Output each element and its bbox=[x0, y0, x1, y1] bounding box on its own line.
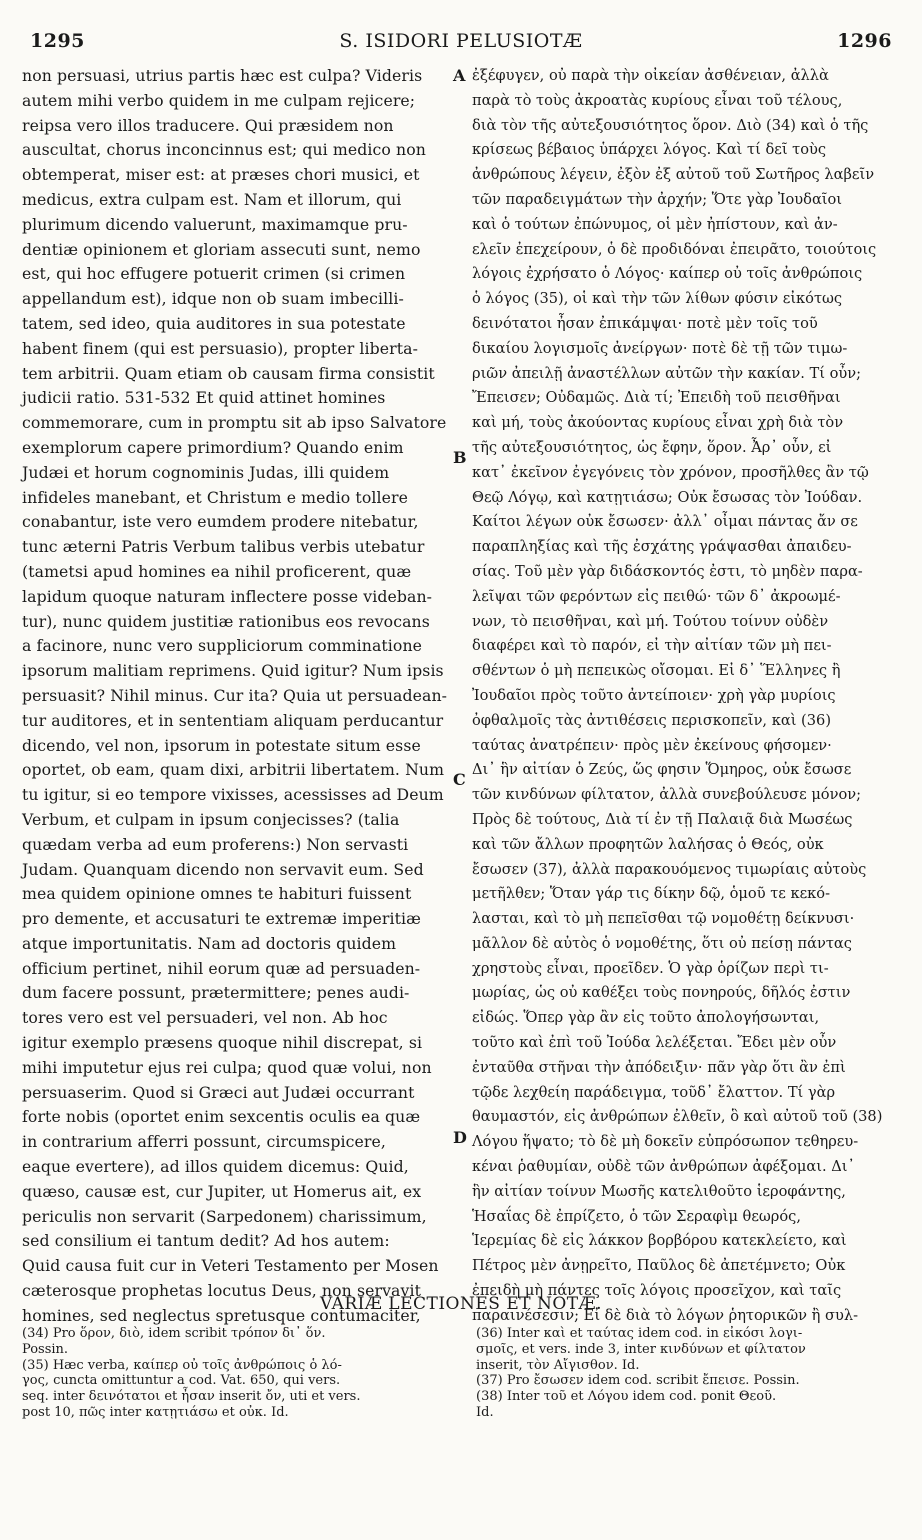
greek-text-line: Δι᾽ ἣν αἰτίαν ὁ Ζεύς, ὥς φησιν Ὅμηρος, οὐκ ἔσωσε bbox=[472, 761, 852, 779]
greek-text-line: καὶ μή, τοὺς ἀκούοντας κυρίους εἶναι χρὴ διὰ τὸν bbox=[472, 414, 844, 432]
latin-text-line: igitur exemplo præsens quoque nihil discrepat, si bbox=[22, 1033, 423, 1053]
margin-letter-c: C bbox=[453, 770, 466, 789]
greek-text-line: καὶ τῶν ἄλλων προφητῶν λαλήσας ὁ Θεός, οὐκ bbox=[472, 835, 824, 853]
latin-text-line: a facinore, nunc vero suppliciorum comminatione bbox=[22, 636, 423, 656]
latin-text-line: obtemperat, miser est: at præses chori musici, et bbox=[22, 165, 420, 185]
latin-text-line: persuasit? Nihil minus. Cur ita? Quia ut persuadean- bbox=[22, 685, 448, 705]
greek-text-line: ὀφθαλμοῖς τὰς ἀντιθέσεις περισκοπεῖν, καὶ (36) bbox=[472, 711, 832, 729]
latin-text-line: eaque evertere), ad illos quidem dicemus: Quid, bbox=[22, 1157, 409, 1177]
latin-text-column bbox=[22, 64, 456, 1325]
latin-text-line: tem arbitrii. Quam etiam ob causam firma consistit bbox=[22, 363, 435, 383]
latin-text-line: pro demente, et accusaturi te extremæ imperitiæ bbox=[22, 909, 421, 929]
greek-text-line: Θεῷ Λόγῳ, καὶ κατῃτιάσω; Οὐκ ἔσωσας τὸν Ἰούδαν. bbox=[472, 488, 863, 506]
greek-text-line: τῆς αὐτεξουσιότητος, ὡς ἔφην, ὅρον. Ἆρ᾽ οὖν, εἰ bbox=[472, 438, 832, 456]
greek-text-line: παραπληξίας καὶ τῆς ἐσχάτης γράψασθαι ἀπαιδευ- bbox=[472, 538, 852, 556]
greek-text-line: Πέτρος μὲν ἀνῃρεῖτο, Παῦλος δὲ ἀπετέμνετο; Οὐκ bbox=[472, 1257, 846, 1275]
note-line: (35) Hæc verba, καίπερ οὐ τοῖς ἀνθρώποις ὁ λό- bbox=[22, 1357, 342, 1373]
greek-text-line: εἰδώς. Ὅπερ γὰρ ἂν εἰς τοῦτο ἀπολογήσωνται, bbox=[472, 1009, 820, 1027]
note-line: (36) Inter καὶ et ταύτας idem cod. in εἰκόσι λογι- bbox=[476, 1326, 803, 1341]
latin-text-line: quædam verba ad eum proferens:) Non servasti bbox=[22, 834, 409, 854]
latin-text-line: mihi imputetur ejus rei culpa; quod quæ volui, non bbox=[22, 1057, 432, 1077]
note-line: seq. inter δεινότατοι et ἦσαν inserit ὄν, uti et vers. bbox=[22, 1389, 361, 1405]
greek-text-line: Πρὸς δὲ τούτους, Διὰ τί ἐν τῇ Παλαιᾷ διὰ Μωσέως bbox=[472, 810, 853, 828]
latin-text-line: tatem, sed ideo, quia auditores in sua potestate bbox=[22, 313, 406, 333]
latin-text-line: plurimum dicendo valuerunt, maximamque pru- bbox=[22, 214, 408, 234]
latin-text-line: infideles manebant, et Christum e medio tollere bbox=[22, 487, 408, 507]
note-line: post 10, πῶς inter κατῃτιάσω et οὐκ. Id. bbox=[22, 1404, 289, 1420]
latin-text-line: forte nobis (oportet enim sexcentis oculis ea quæ bbox=[22, 1107, 421, 1127]
margin-letter-d: D bbox=[453, 1128, 467, 1147]
latin-text-line: non persuasi, utrius partis hæc est culpa? Videris bbox=[22, 66, 423, 85]
note-line: (38) Inter τοῦ et Λόγου idem cod. ponit Θεοῦ. bbox=[476, 1389, 777, 1405]
greek-text-line: κέναι ῥαθυμίαν, οὐδὲ τῶν ἀνθρώπων ἀφέξομαι. Δι᾽ bbox=[472, 1158, 855, 1176]
greek-text-line: ὁ λόγος (35), οἱ καὶ τὴν τῶν λίθων φύσιν εἰκότως bbox=[472, 290, 843, 308]
greek-text-column bbox=[472, 64, 904, 1324]
latin-text-line: commemorare, cum in promptu sit ab ipso Salvatore bbox=[22, 413, 447, 433]
latin-text-line: medicus, extra culpam est. Nam et illorum, qui bbox=[22, 189, 402, 209]
page-number-left: 1295 bbox=[30, 30, 85, 52]
latin-text-line: (tametsi apud homines ea nihil proficerent, quæ bbox=[22, 561, 412, 581]
latin-text-line: oportet, ob eam, quam dixi, arbitrii libertatem. Num bbox=[22, 760, 445, 780]
greek-text-line: τοῦτο καὶ ἐπὶ τοῦ Ἰούδα λελέξεται. Ἔδει μὲν οὖν bbox=[472, 1034, 837, 1052]
greek-text-line: ἀνθρώπους λέγειν, ἐξὸν ἐξ αὐτοῦ τοῦ Σωτῆρος λαβεῖν bbox=[472, 166, 875, 184]
latin-text-line: quæso, causæ est, cur Jupiter, ut Homerus ait, ex bbox=[22, 1181, 422, 1201]
greek-text-line: λεῖψαι τῶν φερόντων εἰς πειθώ· τῶν δ᾽ ἀκροωμέ- bbox=[472, 587, 841, 605]
latin-text-line: persuaserim. Quod si Græci aut Judæi occurrant bbox=[22, 1082, 415, 1102]
latin-text-line: sed consilium ei tantum dedit? Ad hos autem: bbox=[22, 1231, 390, 1251]
note-line: σμοῖς, et vers. inde 3, inter κινδύνων et φίλτατον bbox=[476, 1341, 806, 1357]
latin-text-line: cæterosque prophetas locutus Deus, non servavit bbox=[22, 1281, 421, 1301]
latin-text-line: tores vero est vel persuaderi, vel non. Ab hoc bbox=[22, 1008, 388, 1028]
greek-text-line: μωρίας, ὡς οὐ καθέξει τοὺς πονηρούς, δῆλός ἐστιν bbox=[472, 984, 851, 1002]
greek-text-line: μᾶλλον δὲ αὐτὸς ὁ νομοθέτης, ὅτι οὐ πείσῃ πάντας bbox=[472, 934, 852, 952]
greek-text-line: ἔσωσεν (37), ἀλλὰ παρακουόμενος τιμωρίαις αὐτοὺς bbox=[472, 860, 867, 878]
note-line: Possin. bbox=[22, 1341, 69, 1357]
latin-text-line: periculis non servarit (Sarpedonem) charissimum, bbox=[22, 1206, 427, 1226]
latin-text-line: ipsorum malitiam reprimens. Quid igitur? Num ipsis bbox=[22, 661, 444, 681]
page-header bbox=[0, 30, 922, 58]
greek-text-line: Ἔπεισεν; Οὐδαμῶς. Διὰ τί; Ἐπειδὴ τοῦ πεισθῆναι bbox=[472, 389, 841, 407]
latin-text-line: mea quidem opinione omnes te habituri fuissent bbox=[22, 884, 412, 904]
latin-text-line: tur), nunc quidem justitiæ rationibus eos revocans bbox=[22, 611, 430, 631]
latin-text-line: dicendo, vel non, ipsorum in potestate situm esse bbox=[22, 735, 421, 755]
greek-text-line: νων, τὸ πεισθῆναι, καὶ μή. Τούτου τοίνυν οὐδὲν bbox=[472, 612, 829, 630]
latin-text-line: atque importunitatis. Nam ad doctoris quidem bbox=[22, 933, 397, 953]
note-line: Id. bbox=[476, 1404, 494, 1420]
latin-text-line: dentiæ opinionem et gloriam assecuti sunt, nemo bbox=[22, 239, 421, 259]
latin-text-line: reipsa vero illos traducere. Qui præsidem non bbox=[22, 115, 394, 135]
greek-text-line: θαυμαστόν, εἰς ἀνθρώπων ἐλθεῖν, ὃ καὶ αὐτοῦ τοῦ (38) bbox=[472, 1108, 883, 1126]
greek-text-line: λασται, καὶ τὸ μὴ πεπεῖσθαι τῷ νομοθέτῃ δείκνυσι· bbox=[472, 910, 855, 928]
greek-text-line: ελεῖν ἐπεχείρουν, ὁ δὲ προδιδόναι ἐπειρᾶτο, τοιούτοις bbox=[472, 240, 877, 258]
latin-text-line: Quid causa fuit cur in Veteri Testamento per Mosen bbox=[22, 1256, 439, 1276]
latin-text-line: conabantur, iste vero eumdem prodere nitebatur, bbox=[22, 512, 419, 532]
latin-text-line: est, qui hoc effugere potuerit crimen (si crimen bbox=[22, 264, 406, 284]
greek-text-line: καὶ ὁ τούτων ἐπώνυμος, οἱ μὲν ἠπίστουν, καὶ ἀν- bbox=[472, 215, 838, 233]
greek-text-line: Καίτοι λέγων οὐκ ἔσωσεν· ἀλλ᾽ οἶμαι πάντας ἄν σε bbox=[472, 513, 858, 531]
greek-text-line: κατ᾽ ἐκεῖνον ἐγεγόνεις τὸν χρόνον, προσῆλθες ἂν τῷ bbox=[472, 463, 869, 481]
greek-text-line: παραινέσεσιν; Εἰ δὲ διὰ τὸ λόγων ῥητορικῶν ἢ συλ- bbox=[472, 1306, 859, 1324]
latin-text-line: autem mihi verbo quidem in me culpam rejicere; bbox=[22, 90, 416, 110]
greek-text-line: διὰ τὸν τῆς αὐτεξουσιότητος ὅρον. Διὸ (34) καὶ ὁ τῆς bbox=[472, 116, 869, 134]
latin-text-line: judicii ratio. 531-532 Et quid attinet homines bbox=[22, 388, 386, 408]
notes-left-column bbox=[22, 1326, 462, 1421]
margin-letter-a: A bbox=[453, 66, 466, 85]
latin-text-line: auscultat, chorus inconcinnus est; qui medico non bbox=[22, 140, 426, 160]
greek-text-line: ἣν αἰτίαν τοίνυν Μωσῆς κατελιθοῦτο ἱεροφάντης, bbox=[472, 1182, 846, 1200]
latin-text-line: Judæi et horum cognominis Judas, illi quidem bbox=[22, 462, 390, 482]
latin-text-line: Verbum, et culpam in ipsum conjecisses? (talia bbox=[22, 809, 400, 829]
latin-text-line: homines, sed neglectus spretusque contumaciter, bbox=[22, 1305, 421, 1325]
greek-text-line: σθέντων ὁ μὴ πεπεικὼς οἴσομαι. Εἰ δ᾽ Ἕλληνες ἢ bbox=[472, 662, 841, 680]
greek-text-line: ταύτας ἀνατρέπειν· πρὸς μὲν ἐκείνους φήσομεν· bbox=[472, 736, 832, 754]
margin-letter-b: B bbox=[453, 448, 467, 467]
greek-text-line: Ἡσαΐας δὲ ἐπρίζετο, ὁ τῶν Σεραφὶμ θεωρός, bbox=[472, 1207, 801, 1225]
latin-text-line: habent finem (qui est persuasio), propter liberta- bbox=[22, 338, 418, 358]
greek-text-line: δεινότατοι ἦσαν ἐπικάμψαι· ποτὲ μὲν τοῖς τοῦ bbox=[472, 314, 818, 332]
greek-text-line: Λόγου ἥψατο; τὸ δὲ μὴ δοκεῖν εὐπρόσωπον τεθηρευ- bbox=[472, 1133, 859, 1151]
latin-text-line: appellandum est), idque non ob suam imbecilli- bbox=[22, 289, 404, 309]
notes-right-column bbox=[476, 1326, 906, 1421]
greek-text-line: τῶν παραδειγμάτων τὴν ἀρχήν; Ὅτε γὰρ Ἰουδαῖοι bbox=[472, 190, 843, 208]
latin-text-line: tu igitur, si eo tempore vixisses, acessisses ad Deum bbox=[22, 785, 444, 805]
greek-text-line: ἐξέφυγεν, οὐ παρὰ τὴν οἰκείαν ἀσθένειαν, ἀλλὰ bbox=[472, 67, 829, 84]
latin-text-line: in contrarium afferri possunt, circumspicere, bbox=[22, 1132, 386, 1152]
greek-text-line: ἐνταῦθα στῆναι τὴν ἀπόδειξιν· πᾶν γὰρ ὅτι ἂν ἐπὶ bbox=[472, 1058, 846, 1076]
latin-text-line: lapidum quoque naturam inflectere posse videban- bbox=[22, 586, 433, 606]
latin-text-line: officium pertinet, nihil eorum quæ ad persuaden- bbox=[22, 958, 421, 978]
greek-text-line: Ἱερεμίας δὲ εἰς λάκκον βορβόρου κατεκλείετο, καὶ bbox=[472, 1232, 847, 1250]
greek-text-line: ἐπειδὴ μὴ πάντες τοῖς λόγοις προσεῖχον, καὶ ταῖς bbox=[472, 1282, 842, 1300]
greek-text-line: σίας. Τοῦ μὲν γὰρ διδάσκοντός ἐστι, τὸ μηδὲν παρα- bbox=[472, 562, 863, 580]
note-line: inserit, τὸν Αἴγισθον. Id. bbox=[476, 1357, 640, 1373]
greek-text-line: λόγοις ἐχρήσατο ὁ Λόγος· καίπερ οὐ τοῖς ἀνθρώποις bbox=[472, 265, 863, 283]
greek-text-line: μετῆλθεν; Ὅταν γάρ τις δίκην δῷ, ὁμοῦ τε κεκό- bbox=[472, 885, 831, 903]
latin-text-line: Judam. Quanquam dicendo non servavit eum. Sed bbox=[22, 859, 424, 879]
greek-text-line: ριῶν ἀπειλῇ ἀναστέλλων αὐτῶν τὴν κακίαν. Τί οὖν; bbox=[472, 364, 862, 382]
latin-text-line: dum facere possunt, prætermittere; penes audi- bbox=[22, 983, 410, 1003]
page-number-right: 1296 bbox=[837, 30, 892, 52]
greek-text-line: παρὰ τὸ τοὺς ἀκροατὰς κυρίους εἶναι τοῦ τέλους, bbox=[472, 91, 843, 109]
notes-title: VARIÆ LECTIONES ET NOTÆ. bbox=[319, 1294, 603, 1314]
greek-text-line: κρίσεως βέβαιος ὑπάρχει λόγος. Καὶ τί δεῖ τοὺς bbox=[472, 141, 827, 159]
note-line: (37) Pro ἔσωσεν idem cod. scribit ἔπεισε. Possin. bbox=[476, 1373, 800, 1389]
running-title: S. ISIDORI PELUSIOTÆ bbox=[339, 30, 583, 52]
latin-text-line: exemplorum capere primordium? Quando enim bbox=[22, 437, 404, 457]
latin-text-line: tur auditores, et in sententiam aliquam perducantur bbox=[22, 710, 444, 730]
greek-text-line: τῷδε λεχθείη παράδειγμα, τοῦδ᾽ ἔλαττον. Τί γὰρ bbox=[472, 1083, 836, 1101]
greek-text-line: δικαίου λογισμοῖς ἀνείργων· ποτὲ δὲ τῇ τῶν τιμω- bbox=[472, 339, 848, 357]
note-line: γος, cuncta omittuntur a cod. Vat. 650, qui vers. bbox=[22, 1373, 341, 1389]
greek-text-line: χρηστοὺς εἶναι, προεῖδεν. Ὁ γὰρ ὁρίζων περὶ τι- bbox=[472, 959, 829, 977]
note-line: (34) Pro ὅρον, διὸ, idem scribit τρόπον δι᾽ ὅν. bbox=[22, 1326, 326, 1341]
greek-text-line: διαφέρει καὶ τὸ παρόν, εἰ τὴν αἰτίαν τῶν μὴ πει- bbox=[472, 637, 832, 655]
greek-text-line: τῶν κινδύνων φίλτατον, ἀλλὰ συνεβούλευσε μόνον; bbox=[472, 786, 862, 804]
latin-text-line: tunc æterni Patris Verbum talibus verbis utebatur bbox=[22, 537, 425, 557]
greek-text-line: Ἰουδαῖοι πρὸς τοῦτο ἀντείποιεν· χρὴ γὰρ μυρίοις bbox=[472, 686, 836, 704]
